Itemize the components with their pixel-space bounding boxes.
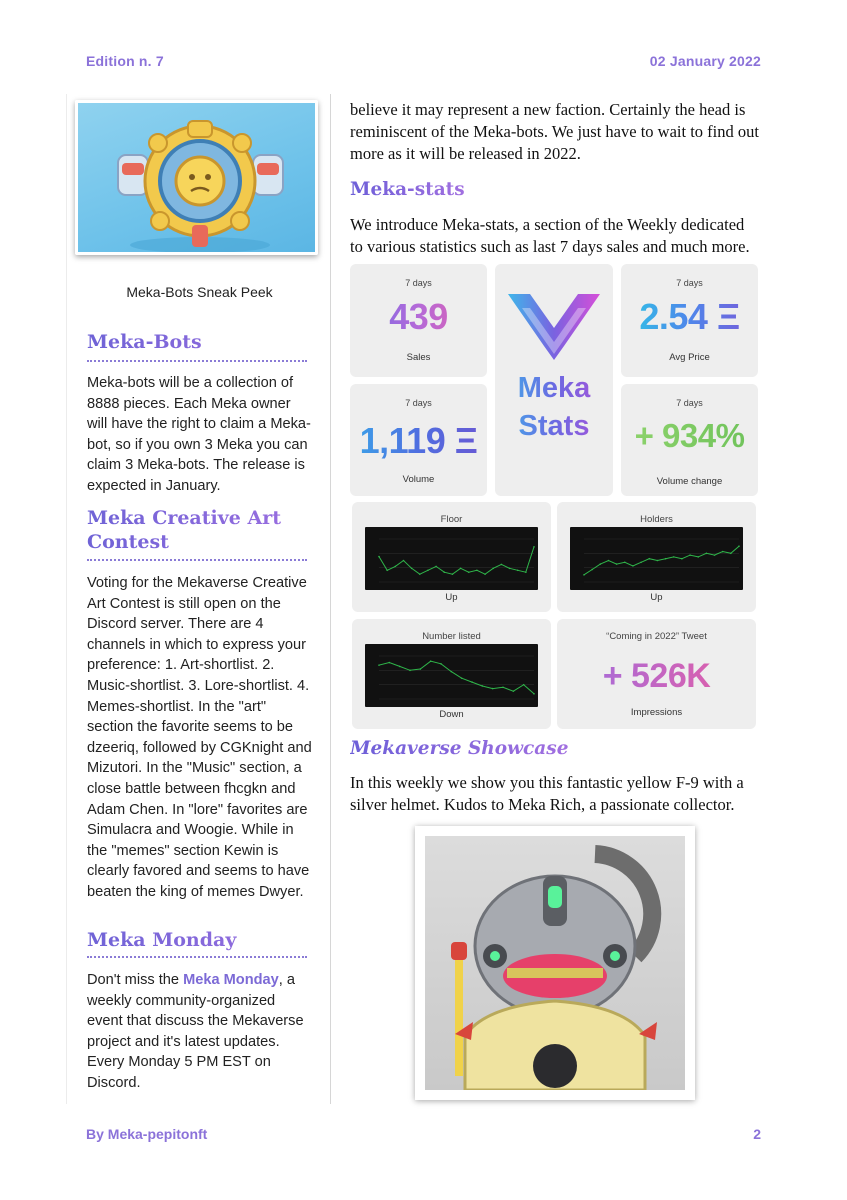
meka-stats-heading: Meka-stats — [350, 179, 465, 200]
chart-point — [443, 571, 445, 573]
chart-point — [451, 671, 453, 673]
chart-point — [484, 573, 486, 575]
chart-point — [600, 563, 602, 565]
sidebar — [66, 94, 331, 1104]
tweet-card — [557, 619, 756, 729]
floor-chart-title: Floor — [440, 514, 463, 525]
chart-point — [525, 571, 527, 573]
sales-value: 439 — [350, 296, 487, 338]
floor-chart-card — [352, 502, 551, 612]
chart-point — [714, 554, 716, 556]
tweet-title: “Coming in 2022” Tweet — [606, 631, 707, 642]
avg-price-card — [621, 264, 758, 377]
volume-card — [350, 384, 487, 496]
art-contest-text: Voting for the Mekaverse Creative Art Contest is still open on the Discord server. There are 4 channels in which to express your preference: 1. Art-shortlist. 2. Music-shortlist. 3. Lore-shortlist. 4. Memes-shortlist. In the "art" section the favorite seems to be dzeeriq, followed by CGKnight and Mizutori. In the "Music" section, a close battle between fhcgkn and Adam Chen. In "lore" favorites are Simulacra and Woogie. While in the "memes" section Kewin is clearly favored and seems to have beaten the king of memes Dwyer. — [87, 575, 312, 900]
showcase-text: In this weekly we show you this fantastic yellow F-9 with a silver helmet. Kudos to Meka Rich, a passionate collector. — [350, 773, 744, 814]
page-number: 2 — [753, 1126, 761, 1142]
chart-point — [608, 560, 610, 562]
chart-point — [513, 690, 515, 692]
tweet-label: Impressions — [630, 707, 683, 718]
volume-change-value: + 934% — [621, 417, 758, 455]
author-byline: By Meka-pepitonft — [86, 1126, 208, 1142]
meka-stats-logo-card — [495, 264, 613, 496]
image-caption: Meka-Bots Sneak Peek — [126, 284, 273, 300]
avg-price-value: 2.54 Ξ — [621, 296, 758, 338]
floor-chart — [365, 527, 538, 590]
floor-trend: Up — [445, 592, 458, 603]
issue-date: 02 January 2022 — [649, 53, 761, 69]
meka-f9-figure-image — [425, 836, 685, 1090]
chart-point — [517, 569, 519, 571]
avg-price-label: Avg Price — [669, 352, 710, 363]
chart-point — [665, 558, 667, 560]
holders-chart-title: Holders — [640, 514, 673, 525]
meka-monday-text — [87, 970, 312, 1094]
chart-point — [378, 664, 380, 666]
meka-bots-text: Meka-bots will be a collection of 8888 pieces. Each Meka owner will have the right to claim a Meka-bot, so if you own 3 Meka you can claim 3 Meka-bots. The release is expected in January. — [87, 375, 311, 494]
chart-point — [730, 553, 732, 555]
section-divider — [87, 956, 307, 958]
chart-point — [435, 566, 437, 568]
chart-point — [657, 560, 659, 562]
art-contest-heading-line2: Contest — [87, 531, 169, 553]
chart-point — [492, 688, 494, 690]
meka-bots-heading: Meka-Bots — [87, 330, 307, 354]
meka-stats-logo-text — [495, 369, 613, 445]
meka-monday-heading: Meka Monday — [87, 928, 307, 952]
volume-period: 7 days — [405, 398, 432, 408]
chart-point — [386, 569, 388, 571]
chart-point — [689, 554, 691, 556]
chart-point — [533, 693, 535, 695]
chart-point — [427, 569, 429, 571]
volume-value: 1,119 Ξ — [350, 420, 487, 462]
chart-point — [616, 563, 618, 565]
chart-point — [461, 677, 463, 679]
section-divider — [87, 559, 307, 561]
tweet-value: + 526K — [557, 657, 756, 696]
sales-label: Sales — [406, 352, 431, 363]
volume-change-period: 7 days — [676, 398, 703, 408]
listed-chart — [365, 644, 538, 707]
chart-point — [583, 574, 585, 576]
chart-point — [722, 551, 724, 553]
logo-line-2: Stats — [518, 410, 590, 442]
art-contest-heading — [87, 506, 307, 554]
chart-point — [378, 556, 380, 558]
listed-trend: Down — [439, 709, 464, 720]
meka-monday-text-before: Don't miss the — [87, 972, 184, 988]
chart-point — [468, 571, 470, 573]
chart-point — [648, 558, 650, 560]
chart-series-line — [379, 661, 534, 694]
logo-line-1: Meka — [517, 372, 591, 404]
chart-point — [706, 553, 708, 555]
chart-point — [591, 569, 593, 571]
meka-bot-sneak-peek-image — [75, 100, 318, 255]
chart-point — [640, 561, 642, 563]
chart-point — [501, 564, 503, 566]
meka-monday-link[interactable]: Meka Monday — [183, 972, 279, 988]
showcase-heading: Mekaverse Showcase — [350, 738, 569, 759]
volume-label: Volume — [402, 474, 435, 485]
chart-point — [681, 558, 683, 560]
edition-label: Edition n. 7 — [86, 53, 164, 69]
listed-chart-card — [352, 619, 551, 729]
showcase-photo — [415, 826, 695, 1100]
avg-price-period: 7 days — [676, 278, 703, 288]
meka-monday-text-after: , a weekly community-organized event that discuss the Mekaverse project and it's latest updates. Every Monday 5 PM EST on Discord. — [87, 972, 304, 1091]
chart-point — [523, 684, 525, 686]
holders-chart-card — [557, 502, 756, 612]
chart-point — [403, 560, 405, 562]
chart-point — [409, 670, 411, 672]
chart-series-line — [584, 546, 739, 575]
chart-point — [411, 568, 413, 570]
chart-point — [430, 660, 432, 662]
chart-point — [509, 568, 511, 570]
chart-series-line — [379, 547, 534, 574]
intro-paragraph: believe it may represent a new faction. Certainly the head is reminiscent of the Meka-bots. We just have to wait to find out more as it will be released in 2022. — [350, 100, 759, 163]
chart-point — [471, 681, 473, 683]
chart-point — [502, 686, 504, 688]
meka-stats-intro: We introduce Meka-stats, a section of the Weekly dedicated to various statistics such as last 7 days sales and much more. — [350, 215, 750, 256]
listed-chart-title: Number listed — [422, 631, 481, 642]
chart-point — [420, 668, 422, 670]
sales-period: 7 days — [405, 278, 432, 288]
chart-point — [476, 569, 478, 571]
chart-point — [482, 685, 484, 687]
sales-card — [350, 264, 487, 377]
chart-point — [389, 662, 391, 664]
chart-point — [492, 568, 494, 570]
chart-point — [460, 568, 462, 570]
holders-chart — [570, 527, 743, 590]
chart-point — [632, 565, 634, 567]
chart-point — [624, 561, 626, 563]
section-divider — [87, 360, 307, 362]
chart-point — [419, 573, 421, 575]
chart-point — [452, 573, 454, 575]
holders-trend: Up — [650, 592, 663, 603]
meka-logo-icon — [500, 284, 608, 364]
chart-point — [533, 546, 535, 548]
art-contest-heading-line1: Meka Creative Art — [87, 507, 282, 529]
chart-point — [399, 666, 401, 668]
chart-point — [395, 566, 397, 568]
volume-change-label: Volume change — [656, 476, 723, 487]
chart-point — [697, 556, 699, 558]
chart-point — [673, 556, 675, 558]
chart-point — [738, 545, 740, 547]
volume-change-card — [621, 384, 758, 496]
chart-point — [440, 663, 442, 665]
